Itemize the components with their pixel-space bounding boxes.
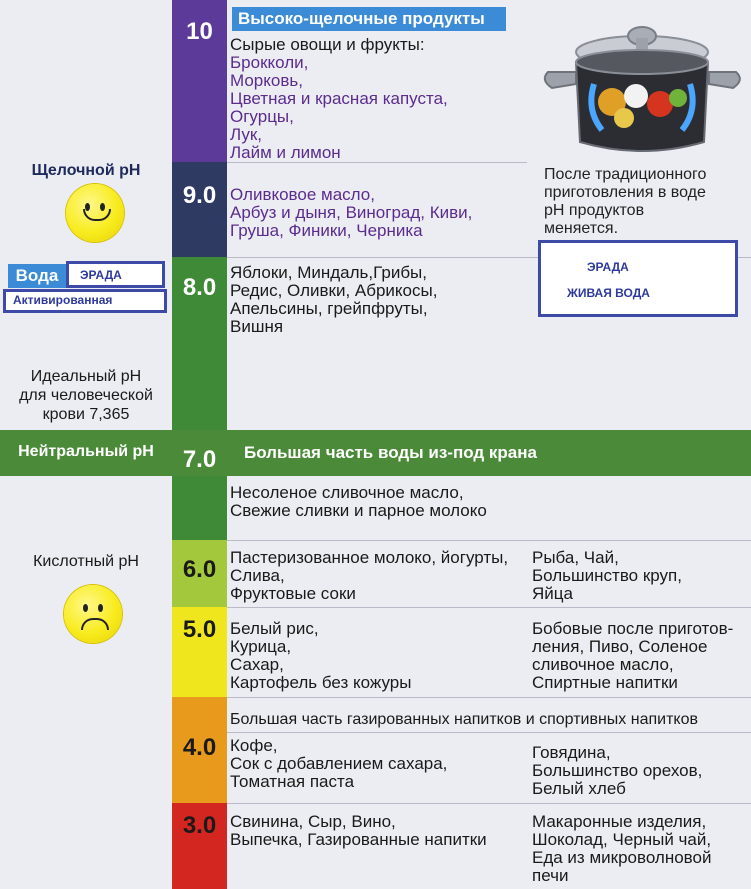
ph-label-8: 8.0 xyxy=(182,274,217,301)
ph-label-6: 6.0 xyxy=(182,556,217,583)
row-7-header: Большая часть воды из-под крана xyxy=(244,443,537,462)
living-water-brand: ЭРАДА xyxy=(587,260,629,274)
acidic-label: Кислотный рН xyxy=(33,553,139,570)
ph-label-9: 9.0 xyxy=(182,182,217,209)
ph-label-5: 5.0 xyxy=(182,616,217,643)
row-separator xyxy=(227,697,751,698)
row-6-left: Пастеризованное молоко, йогурты, Слива, Фруктовые соки xyxy=(230,548,509,603)
happy-face-icon xyxy=(66,184,124,242)
row-4-header: Большая часть газированных напитков и спортивных напитков xyxy=(230,711,698,728)
ph-label-3: 3.0 xyxy=(182,812,217,839)
sad-face-icon xyxy=(64,585,122,643)
row-8-items: Яблоки, Миндаль,Грибы, Редис, Оливки, Абрикосы, Апельсины, грейпфруты, Вишня xyxy=(230,263,438,336)
water-brand-text: ЭРАДА xyxy=(80,268,122,282)
row-separator xyxy=(227,732,751,733)
living-water-sub: ЖИВАЯ ВОДА xyxy=(567,286,650,300)
alkaline-label: Щелочной рН xyxy=(31,162,141,179)
row-5-right: Бобовые после приготов- ления, Пиво, Соленое сливочное масло, Спиртные напитки xyxy=(532,619,734,692)
row-separator xyxy=(227,162,527,163)
living-water-box xyxy=(538,240,738,317)
row-10-items: Брокколи, Морковь, Цветная и красная капуста, Огурцы, Лук, Лайм и лимон xyxy=(230,53,448,162)
row-3-right: Макаронные изделия, Шоколад, Черный чай, Еда из микроволновой печи xyxy=(532,812,712,885)
page-title: Высоко-щелочные продукты xyxy=(232,7,506,31)
row-3-left: Свинина, Сыр, Вино, Выпечка, Газированные напитки xyxy=(230,812,487,849)
cooking-note: После традиционного приготовления в воде рН продуктов меняется. xyxy=(544,166,707,237)
cooking-pot-icon xyxy=(540,14,745,162)
row-separator xyxy=(227,540,751,541)
ph-label-4: 4.0 xyxy=(182,734,217,761)
row-6-right: Рыба, Чай, Большинство круп, Яйца xyxy=(532,548,682,603)
water-activated-text: Активированная xyxy=(13,293,113,307)
neutral-label: Нейтральный рН xyxy=(18,443,154,460)
row-separator xyxy=(227,607,751,608)
ph-label-7: 7.0 xyxy=(182,446,217,473)
row-5-left: Белый рис, Курица, Сахар, Картофель без кожуры xyxy=(230,619,412,692)
row-4-left: Кофе, Сок с добавлением сахара, Томатная паста xyxy=(230,736,448,791)
row-9-items: Оливковое масло, Арбуз и дыня, Виноград, Киви, Груша, Финики, Черника xyxy=(230,185,473,240)
ph-label-10: 10 xyxy=(186,18,213,45)
water-label: Вода xyxy=(8,264,66,288)
row-10-intro: Сырые овощи и фрукты: xyxy=(230,35,425,54)
row-7-items: Несоленое сливочное масло, Свежие сливки и парное молоко xyxy=(230,483,487,520)
row-separator xyxy=(227,803,751,804)
ph-band-7 xyxy=(172,476,227,540)
ideal-ph-note: Идеальный рН для человеческой крови 7,365 xyxy=(19,368,153,423)
row-4-right: Говядина, Большинство орехов, Белый хлеб xyxy=(532,743,703,798)
